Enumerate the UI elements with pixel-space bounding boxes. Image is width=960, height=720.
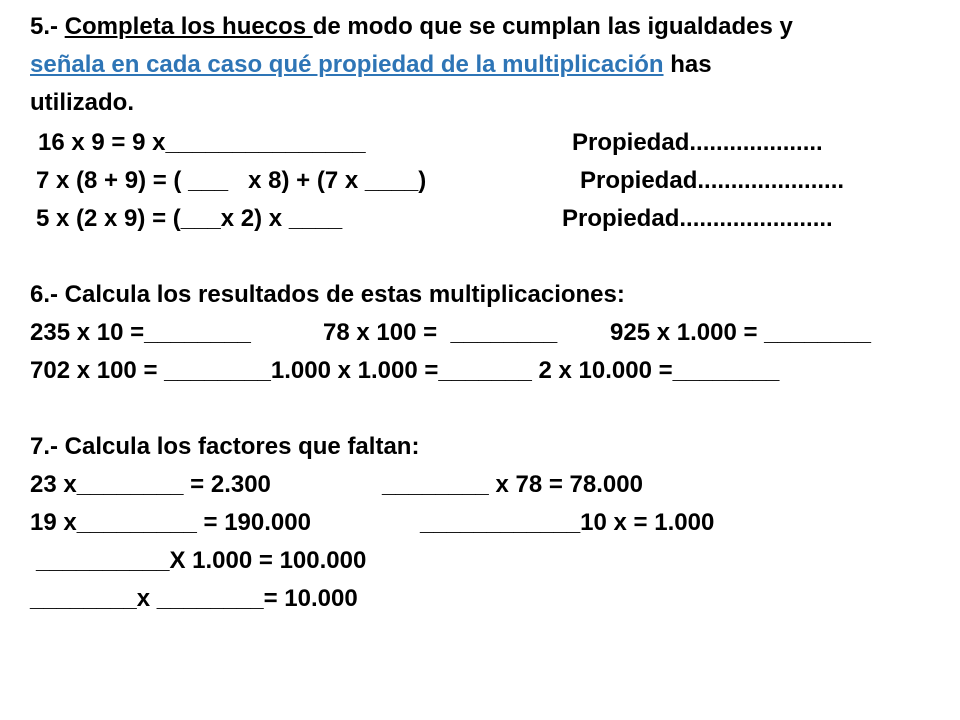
ex5-equation-1: 16 x 9 = 9 x_______________	[38, 129, 366, 156]
ex7-title: 7.- Calcula los factores que faltan:	[30, 433, 420, 460]
ex7-item-2: ________ x 78 = 78.000	[382, 471, 643, 498]
ex5-title-end: has	[663, 51, 712, 78]
ex5-equation-3: 5 x (2 x 9) = (___x 2) x ____	[36, 205, 343, 232]
ex6-item-1: 235 x 10 =________	[30, 319, 251, 346]
ex5-title-line3: utilizado.	[30, 89, 134, 116]
ex5-title-line1	[30, 8, 793, 46]
ex5-equation-2: 7 x (8 + 9) = ( ___ x 8) + (7 x ____)	[36, 167, 427, 194]
ex7-item-4: ____________10 x = 1.000	[420, 509, 715, 536]
ex6-item-3: 925 x 1.000 = ________	[610, 319, 871, 346]
ex6-row-2: 702 x 100 = ________1.000 x 1.000 =_______ 2 x 10.000 =________	[30, 357, 780, 384]
ex5-underlined-text: Completa los huecos	[64, 13, 313, 40]
ex6-item-2: 78 x 100 = ________	[323, 319, 558, 346]
ex5-property-2: Propiedad......................	[580, 167, 845, 194]
ex5-number: 5.-	[30, 13, 65, 40]
ex5-property-1: Propiedad....................	[572, 129, 823, 156]
ex5-link-text: señala en cada caso qué propiedad de la multiplicación	[30, 51, 664, 78]
ex7-item-5: __________X 1.000 = 100.000	[36, 547, 367, 574]
ex5-title-rest: de modo que se cumplan las igualdades y	[312, 13, 793, 40]
ex5-property-3: Propiedad.......................	[562, 205, 833, 232]
ex5-title-line2	[30, 46, 712, 84]
ex7-item-3: 19 x_________ = 190.000	[30, 509, 311, 536]
ex7-item-6: ________x ________= 10.000	[30, 585, 358, 612]
ex7-item-1: 23 x________ = 2.300	[30, 471, 271, 498]
ex6-title: 6.- Calcula los resultados de estas multiplicaciones:	[30, 281, 625, 308]
